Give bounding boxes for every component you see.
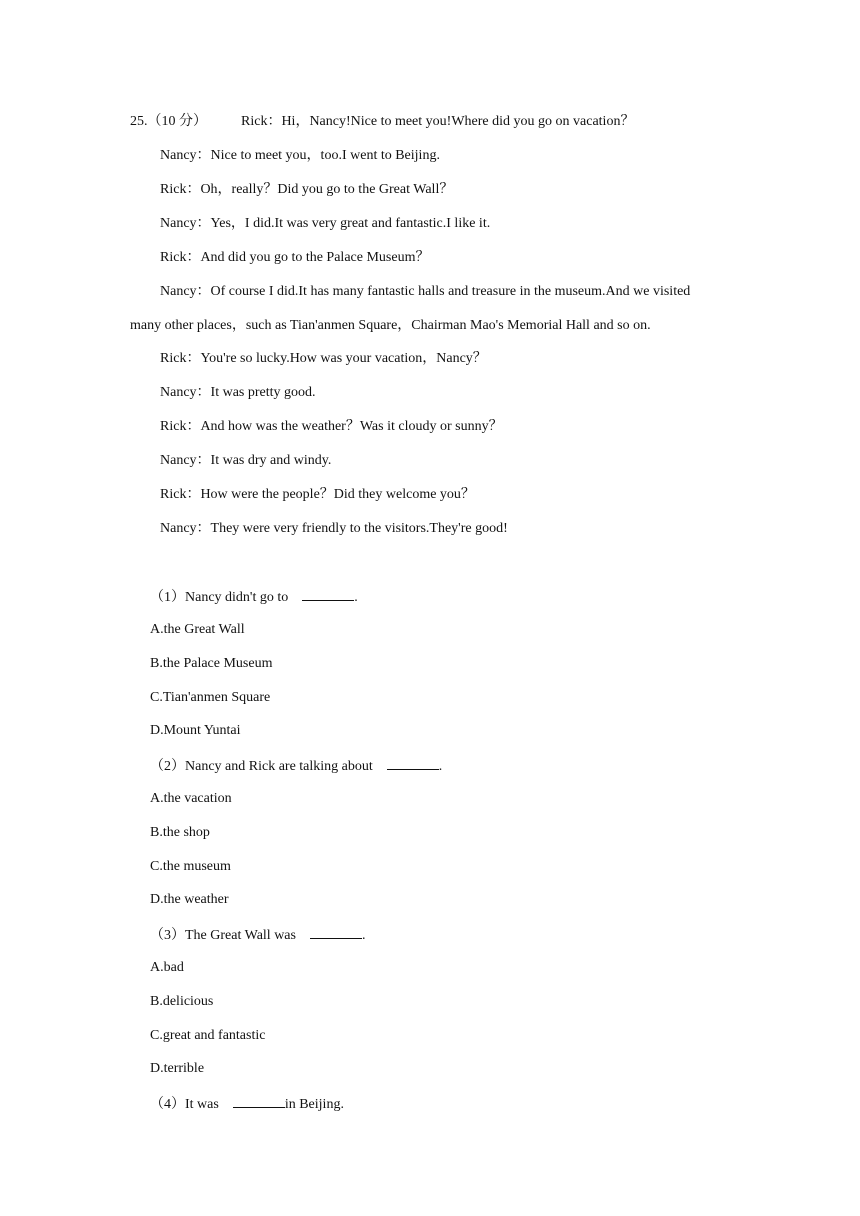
answer-blank — [310, 925, 362, 939]
dialogue-line: Rick：And did you go to the Palace Museum？ — [160, 250, 430, 265]
question-points: （10 分） — [147, 114, 207, 129]
dialogue-line-first: Rick：Hi，Nancy!Nice to meet you!Where did you go on vacation？ — [241, 114, 635, 129]
option-c: C.Tian'anmen Square — [150, 690, 271, 705]
subquestion-suffix: . — [361, 928, 366, 943]
subquestion-stem — [150, 756, 442, 776]
dialogue-line: Nancy：Yes，I did.It was very great and fantastic.I like it. — [160, 216, 491, 231]
subquestion-text: （1）Nancy didn't go to — [150, 590, 289, 605]
option-c: C.the museum — [150, 859, 231, 874]
dialogue-line: Rick：How were the people？Did they welcome you？ — [160, 487, 475, 502]
dialogue-line: Nancy：They were very friendly to the visitors.They're good! — [160, 521, 508, 536]
answer-blank — [233, 1094, 285, 1108]
dialogue-line: Nancy：Nice to meet you，too.I went to Beijing. — [160, 148, 440, 163]
answer-blank — [387, 756, 439, 770]
option-a: A.the Great Wall — [150, 622, 245, 637]
subquestion-suffix: in Beijing. — [284, 1097, 344, 1112]
option-a: A.the vacation — [150, 791, 232, 806]
subquestion-stem — [150, 1094, 344, 1114]
subquestion-stem — [150, 925, 365, 945]
answer-blank — [302, 587, 354, 601]
option-d: D.the weather — [150, 892, 229, 907]
subquestion-text: （3）The Great Wall was — [150, 928, 296, 943]
dialogue-line: Nancy：It was pretty good. — [160, 385, 316, 400]
dialogue-line: Nancy：It was dry and windy. — [160, 453, 332, 468]
option-c: C.great and fantastic — [150, 1028, 266, 1043]
option-b: B.delicious — [150, 994, 214, 1009]
dialogue-line: Rick：You're so lucky.How was your vacation，Nancy？ — [160, 351, 487, 366]
option-a: A.bad — [150, 960, 184, 975]
subquestion-suffix: . — [354, 590, 358, 605]
option-b: B.the shop — [150, 825, 210, 840]
subquestion-suffix: . — [438, 759, 443, 774]
dialogue-line-continued: many other places，such as Tian'anmen Square，Chairman Mao's Memorial Hall and so on. — [130, 318, 651, 333]
question-number: 25. — [130, 114, 148, 129]
subquestion-text: （4）It was — [150, 1097, 219, 1112]
question-header — [130, 113, 634, 131]
option-d: D.Mount Yuntai — [150, 723, 241, 738]
option-d: D.terrible — [150, 1061, 205, 1076]
option-b: B.the Palace Museum — [150, 656, 273, 671]
subquestion-stem — [150, 587, 358, 607]
subquestion-text: （2）Nancy and Rick are talking about — [150, 759, 373, 774]
dialogue-line: Rick：Oh，really？Did you go to the Great Wall？ — [160, 182, 454, 197]
dialogue-line: Nancy：Of course I did.It has many fantastic halls and treasure in the museum.And we visited — [160, 284, 691, 299]
dialogue-line: Rick：And how was the weather？Was it cloudy or sunny？ — [160, 419, 503, 434]
